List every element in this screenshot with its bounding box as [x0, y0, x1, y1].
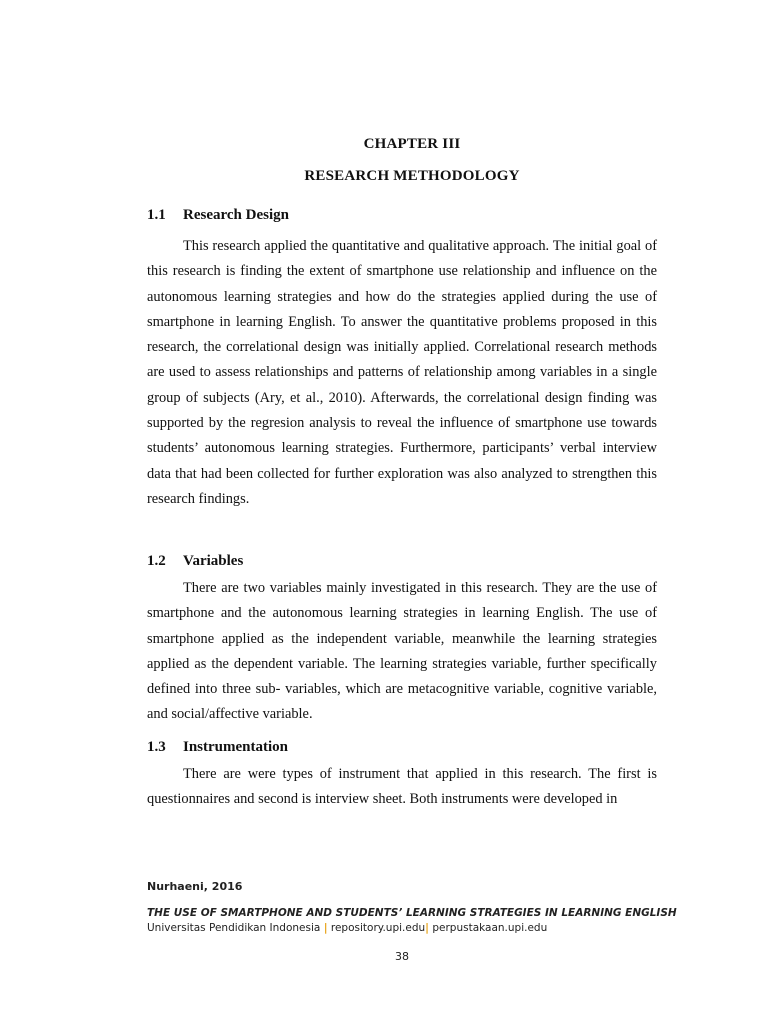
section-number: 1.3: [147, 739, 166, 755]
section-title: Research Design: [183, 207, 289, 223]
section-title: Variables: [183, 553, 244, 569]
footer-library-link[interactable]: perpustakaan.upi.edu: [432, 922, 548, 934]
paragraph-instrumentation: There are were types of instrument that applied in this research. The first is questionnaires and second is interview sheet. Both instruments were developed in: [147, 766, 657, 808]
footer-university: Universitas Pendidikan Indonesia: [147, 922, 321, 934]
section-title: Instrumentation: [183, 739, 289, 755]
footer-repository-link[interactable]: repository.upi.edu: [330, 922, 426, 934]
paragraph-research-design: This research applied the quantitative and qualitative approach. The initial goal of this research is finding the extent of smartphone use relationship and influence on the autonomous learning strategies and how do the strategies applied during the use of smartphone in learning English. To answer the quantitative problems proposed in this research, the correlational design was initially applied. Correlational research methods are used to assess relationships and patterns of relationship among variables in a single group of subjects (Ary, et al., 2010). Afterwards, the correlational design finding was supported by the regresion analysis to reveal the influence of smartphone use towards students’ autonomous learning strategies. Furthermore, participants’ verbal interview data that had been collected for further exploration was also analyzed to strengthen this research findings.: [147, 238, 657, 507]
section-heading-research-design: [147, 207, 289, 224]
section-number: 1.2: [147, 553, 166, 569]
footer-author: Nurhaeni, 2016: [147, 880, 243, 893]
paragraph-variables: There are two variables mainly investigated in this research. They are the use of smartphone and the autonomous learning strategies in learning English. The use of smartphone applied as the independent variable, meanwhile the learning strategies applied as the dependent variable. The learning strategies variable, further specifically defined into three sub- variables, which are metacognitive variable, cognitive variable, and social/affective variable.: [147, 580, 657, 723]
footer-separator: |: [425, 922, 430, 934]
footer-links: [147, 922, 547, 934]
chapter-label: CHAPTER III: [363, 136, 461, 152]
footer-separator: |: [323, 922, 328, 934]
page-number: 38: [395, 950, 409, 963]
chapter-title: RESEARCH METHODOLOGY: [304, 168, 520, 184]
section-heading-instrumentation: [147, 739, 288, 756]
section-heading-variables: [147, 553, 243, 570]
footer-thesis-title: THE USE OF SMARTPHONE AND STUDENTS’ LEARNING STRATEGIES IN LEARNING ENGLISH: [147, 907, 677, 919]
section-number: 1.1: [147, 207, 166, 223]
